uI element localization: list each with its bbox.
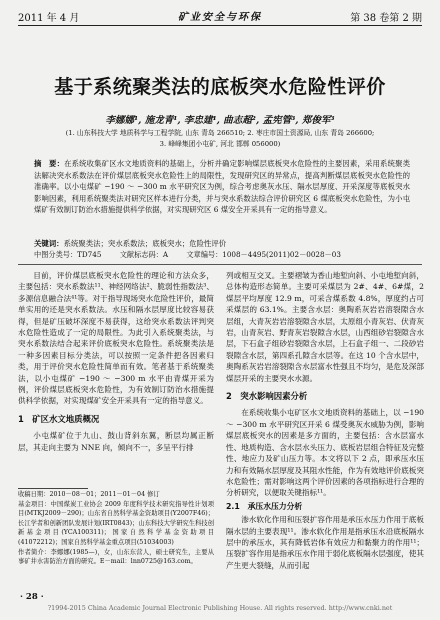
document-code: 文献标志码：A [119, 250, 169, 259]
keywords-text: 系统聚类法；突水系数法；底板突水；危险性评价 [63, 239, 227, 248]
affiliation-line-1: (1. 山东科技大学 地质科学与工程学院, 山东 青岛 266510; 2. 枣庄市国土资源局, 山东 青岛 266600; [65, 129, 375, 137]
header-rule [18, 25, 422, 26]
article-number: 文章编号：1008－4495(2011)02－0028－03 [186, 250, 341, 259]
header-journal-name: 矿业安全与环保 [178, 12, 262, 23]
running-header [18, 6, 422, 26]
abstract-separator [18, 264, 422, 265]
footnote-author-bio: 作者简介：李娜娜(1985—)，女，山东东营人，硕士研究生，主要从事矿井水害防治方面的研究。E－mail：lnn0725@163.com。 [18, 548, 214, 566]
page-number: · 28 · [20, 592, 44, 602]
section-1-continued: 列或相互交叉。主要褶皱为香山地堑向斜、小屯地堑向斜，总体构造形态简单。主要可采煤层为 2#、4#、6#煤，2 煤层平均厚度 12.9 m，可采含煤系数 4.8%，厚度约占可采煤层的 63.1%。主要含水层：奥陶系灰岩岩溶裂隙含水层组，大青灰岩岩溶裂隙含水层，太原组小青灰岩、伏青灰岩，山青灰岩、野青灰岩裂隙含水层，山西组砂岩裂隙含水层，下石盒子组砂岩裂隙含水层，上石盒子组一、二段砂岩裂隙含水层，第四系孔隙含水层等。在这 10 个含水层中，奥陶系灰岩岩溶裂隙含水层富水性强且不均匀，是危及深部煤层开采的主要突水水源。 [226, 271, 424, 383]
subsection-2-1-paragraph: 渗水软化作用和压裂扩容作用是承压水压力作用于底板隔水层的主要表现¹¹。渗水软化作用是指承压水沿底板隔水层中的承压水，其有降低岩体有效应力和黏聚力的作用¹¹；压裂扩容作用是指承压水作用于弱化底板隔水层强度，使其产生更大裂缝，从而引起 [226, 515, 424, 570]
right-column [226, 270, 424, 571]
section-2-heading: 2 突水影响因素分析 [226, 391, 308, 402]
keywords-label: 关键词： [34, 239, 64, 248]
copyright-notice: ?1994-2015 China Academic Journal Electronic Publishing House. All rights reserved. http://www.cnki.net [47, 604, 393, 612]
footnote-funding: 基金项目：中国煤炭工业协会 2009 年度科学技术研究指导性计划项目(MTKJ2009－290)；山东省自然科学基金资助项目(Y2007F46)；长江学者和创新团队发展计划(IRT0843)；山东科技大学研究生科技创新基金项目(YCA100311)；国家自然科学基金资助项目(41072212)；国家自然科学基金重点项目(51034003) [18, 500, 214, 546]
header-date: 2011 年 4 月 [18, 13, 80, 24]
abstract [34, 158, 410, 216]
author-list: 李娜娜¹, 施龙青¹, 李忠建¹, 曲志超², 孟宪管³, 郑俊军³ [105, 115, 335, 126]
left-column [18, 270, 214, 453]
section-2-paragraph: 在系统收集小屯矿区水文地质资料的基础上，以 −190 ～ −300 m 水平研究区开采 6 煤受奥灰水威胁为例，影响煤层底板突水的因素是多方面的，主要包括：含水层富水性、地质构造、含水层水头压力、底板岩层组合特征及完整性、地应力及矿山压力等。本文将以下 2 点，即承压水压力和有效隔水层厚度及其阻水性能，作为有效地评价底板突水危险性；需对影响这两个评价因素的各项指标进行合理的分析研究，以便取关键指标¹¹。 [226, 408, 424, 498]
subsection-2-1-heading: 2.1 承压水压力分析 [226, 501, 303, 511]
footnotes [18, 490, 214, 567]
section-1-paragraph: 小屯煤矿位于九山、鼓山背斜东翼，断层均属正断层，其走向主要为 NNE 向，倾向不一，多呈平行排 [18, 431, 214, 452]
section-1-heading: 1 矿区水文地质概况 [18, 413, 100, 424]
article-title: 基于系统聚类法的底板突水危险性评价 [54, 76, 386, 98]
abstract-label: 摘 要： [34, 159, 65, 168]
affiliation-line-2: 3. 峰峰集团小屯矿, 河北 邯郸 056000) [159, 140, 281, 148]
clc-number: 中图分类号：TD745 [34, 250, 102, 259]
keywords [34, 238, 410, 250]
abstract-text: 在系统收集矿区水文地质资料的基础上，分析并确定影响煤层底板突水危险性的主要因素，采用系统聚类法解决突水系数法在评价煤层底板突水危险性上的局限性，发现研究区的异常点，提高判断煤层底板突水危险性的准确率。以小屯煤矿 −190 ～ −300 m 水平研究区为例，综合考虑奥灰水压、隔水层厚度、开采深度等底板突水影响因素，利用系统聚类法对研究区样本进行分类，并与突水系数法综合评价研究区 6 煤底板突水危险性，为小屯煤矿有效制订防治水措施提供科学依据，对实现研究区 6 煤安全开采具有一定的指导意义。 [34, 159, 410, 214]
footnote-rule [18, 488, 88, 489]
affiliations [40, 128, 400, 150]
classification-line [34, 250, 410, 260]
intro-paragraph: 目前，评价煤层底板突水危险性的理论和方法众多，主要包括：突水系数法¹¹、神经网络法²、脆弱性指数法³、多源信息融合法⁴¹等。对于指导现场突水危险性评价，最简单实用的还是突水系数法。水压和隔水层厚度比较容易获得，但是矿压破坏深度不易获得，这给突水系数法评判突水危险性造成了一定的局限性。为此引入系统聚类法，与突水系数法结合起来评价底板突水危险性。系统聚类法是一种多因素目标分类法，可以按照一定条件把各因素归类，用于评价突水危险性简单而有效。笔者基于系统聚类法，以小屯煤矿 −190 ～ −300 m 水平由青煤开采为例，评价煤层底板突水危险性，为有效制订防治水措施提供科学依据，对实现煤矿安全开采具有一定的指导意义。 [18, 271, 214, 406]
footnote-received: 收稿日期：2010－08－01；2011－01－04 修订 [18, 491, 160, 498]
header-volume: 第 38 卷第 2 期 [350, 13, 422, 24]
